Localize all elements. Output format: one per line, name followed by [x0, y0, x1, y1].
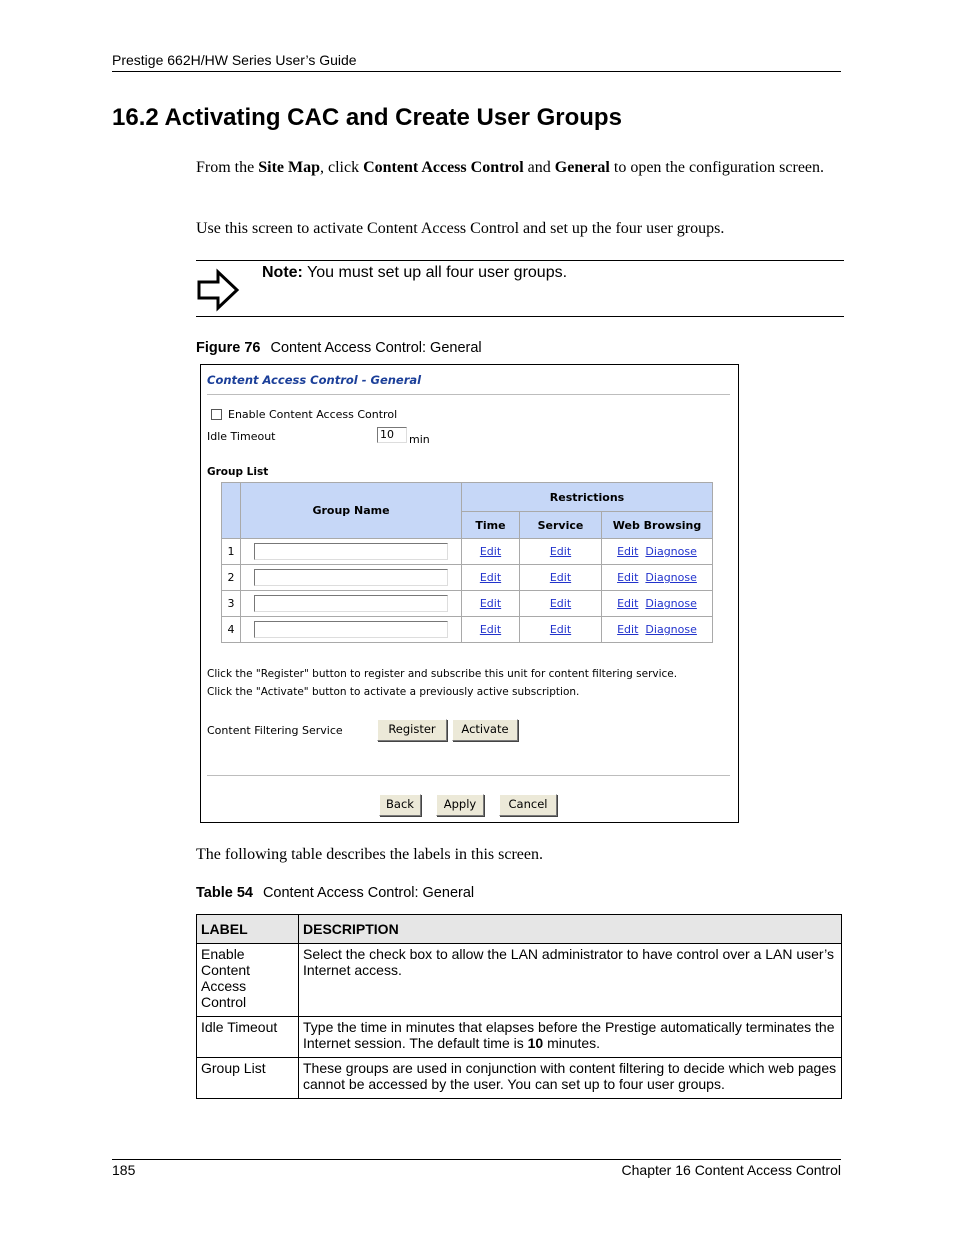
intro-text-1: From the — [196, 159, 259, 176]
footer-rule — [112, 1159, 841, 1160]
figure-number: Figure 76 — [196, 340, 261, 356]
web-edit-link[interactable]: Edit — [617, 623, 639, 636]
idle-timeout-unit: min — [409, 433, 430, 446]
time-edit-link[interactable]: Edit — [479, 545, 502, 558]
note-text — [262, 264, 567, 282]
time-header: Time — [462, 512, 519, 538]
web-browsing-header: Web Browsing — [602, 512, 712, 538]
row-label: Enable Content Access Control — [197, 944, 299, 1017]
table-number: Table 54 — [196, 885, 253, 901]
web-browsing-cell — [602, 591, 712, 616]
service-edit-link[interactable]: Edit — [549, 597, 572, 610]
service-edit-link[interactable]: Edit — [549, 545, 572, 558]
activate-button[interactable]: Activate — [452, 719, 518, 741]
section-title: 16.2 Activating CAC and Create User Groups — [112, 104, 622, 131]
description-text: Select the check box to allow the LAN administrator to have control over a LAN user’s Internet access. — [303, 946, 834, 978]
web-edit-link[interactable]: Edit — [617, 597, 639, 610]
arrow-right-icon — [196, 268, 242, 312]
footer-chapter: Chapter 16 Content Access Control — [621, 1162, 841, 1178]
group-name-input[interactable] — [254, 595, 448, 612]
note-body: You must set up all four user groups. — [302, 264, 568, 281]
group-name-header: Group Name — [241, 483, 461, 538]
running-header: Prestige 662H/HW Series User’s Guide — [112, 52, 357, 68]
group-name-cell — [241, 539, 461, 564]
screen-title: Content Access Control - General — [207, 373, 422, 387]
table-header-row — [197, 915, 842, 944]
service-cell — [520, 617, 601, 642]
time-cell — [462, 591, 519, 616]
header-rule — [112, 71, 841, 72]
time-cell — [462, 565, 519, 590]
register-info-text: Click the "Register" button to register and subscribe this unit for content filtering service. — [207, 668, 678, 680]
service-cell — [520, 591, 601, 616]
intro-text-2: , click — [320, 159, 364, 176]
service-edit-link[interactable]: Edit — [549, 571, 572, 584]
web-diagnose-link[interactable]: Diagnose — [645, 571, 697, 584]
row-description — [299, 1058, 842, 1099]
cac-term: Content Access Control — [363, 159, 524, 176]
idle-timeout-input[interactable]: 10 — [377, 427, 407, 443]
intro-paragraph — [196, 158, 836, 178]
service-cell — [520, 539, 601, 564]
group-name-cell — [241, 591, 461, 616]
row-index: 3 — [222, 591, 240, 616]
note-rule-top — [196, 260, 844, 261]
usage-paragraph: Use this screen to activate Content Access Control and set up the four user groups. — [196, 220, 725, 237]
note-rule-bottom — [196, 316, 844, 317]
time-edit-link[interactable]: Edit — [479, 571, 502, 584]
table-row — [197, 1017, 842, 1058]
figure-caption — [196, 340, 482, 356]
group-list-table — [221, 482, 713, 643]
time-edit-link[interactable]: Edit — [479, 597, 502, 610]
web-browsing-cell — [602, 539, 712, 564]
table-row — [197, 944, 842, 1017]
register-button[interactable]: Register — [377, 719, 447, 741]
content-filtering-label: Content Filtering Service — [207, 724, 343, 737]
group-name-cell — [241, 565, 461, 590]
index-header — [222, 483, 240, 538]
row-label: Group List — [197, 1058, 299, 1099]
time-edit-link[interactable]: Edit — [479, 623, 502, 636]
group-name-cell — [241, 617, 461, 642]
screen-divider-top — [207, 394, 730, 395]
time-cell — [462, 539, 519, 564]
note-label: Note: — [262, 264, 303, 281]
group-list-label: Group List — [207, 466, 269, 478]
figure-caption-text: Content Access Control: General — [270, 340, 482, 356]
table-intro-paragraph: The following table describes the labels in this screen. — [196, 846, 544, 863]
page-number: 185 — [112, 1162, 136, 1178]
description-text: These groups are used in conjunction with content filtering to decide which web pages cannot be accessed by the user. You can set up to four user groups. — [303, 1060, 837, 1092]
group-name-input[interactable] — [254, 543, 448, 560]
back-button[interactable]: Back — [379, 794, 421, 816]
table-row — [222, 565, 712, 590]
restrictions-header: Restrictions — [462, 483, 712, 511]
row-index: 1 — [222, 539, 240, 564]
web-diagnose-link[interactable]: Diagnose — [645, 545, 697, 558]
service-edit-link[interactable]: Edit — [549, 623, 572, 636]
description-text: Type the time in minutes that elapses before the Prestige automatically terminates the Internet session. The default time is — [303, 1019, 835, 1051]
row-index: 4 — [222, 617, 240, 642]
activate-info-text: Click the "Activate" button to activate a previously active subscription. — [207, 686, 580, 698]
table-row — [222, 591, 712, 616]
row-index: 2 — [222, 565, 240, 590]
service-header: Service — [520, 512, 601, 538]
web-edit-link[interactable]: Edit — [617, 545, 639, 558]
time-cell — [462, 617, 519, 642]
group-name-input[interactable] — [254, 569, 448, 586]
web-browsing-cell — [602, 565, 712, 590]
table-row — [197, 1058, 842, 1099]
general-term: General — [554, 159, 610, 176]
description-column-header: DESCRIPTION — [299, 915, 842, 944]
cac-general-screen — [200, 364, 739, 823]
screen-divider-bottom — [207, 775, 730, 776]
cancel-button[interactable]: Cancel — [499, 794, 557, 816]
label-description-table — [196, 914, 842, 1099]
intro-text-4: to open the configuration screen. — [609, 159, 825, 176]
label-column-header: LABEL — [197, 915, 299, 944]
enable-cac-checkbox[interactable] — [211, 409, 222, 420]
web-diagnose-link[interactable]: Diagnose — [645, 597, 697, 610]
service-cell — [520, 565, 601, 590]
enable-cac-label: Enable Content Access Control — [228, 408, 398, 421]
row-label: Idle Timeout — [197, 1017, 299, 1058]
group-name-input[interactable] — [254, 621, 448, 638]
table-row — [222, 617, 712, 642]
default-value: 10 — [527, 1035, 544, 1051]
row-description — [299, 944, 842, 1017]
intro-text-3: and — [523, 159, 555, 176]
apply-button[interactable]: Apply — [436, 794, 484, 816]
table-caption-text: Content Access Control: General — [262, 885, 475, 901]
web-diagnose-link[interactable]: Diagnose — [645, 623, 697, 636]
table-row — [222, 539, 712, 564]
web-browsing-cell — [602, 617, 712, 642]
table-caption — [196, 885, 474, 901]
description-text-end: minutes. — [543, 1035, 601, 1051]
row-description — [299, 1017, 842, 1058]
site-map-term: Site Map — [258, 159, 320, 176]
idle-timeout-label: Idle Timeout — [207, 430, 276, 443]
web-edit-link[interactable]: Edit — [617, 571, 639, 584]
